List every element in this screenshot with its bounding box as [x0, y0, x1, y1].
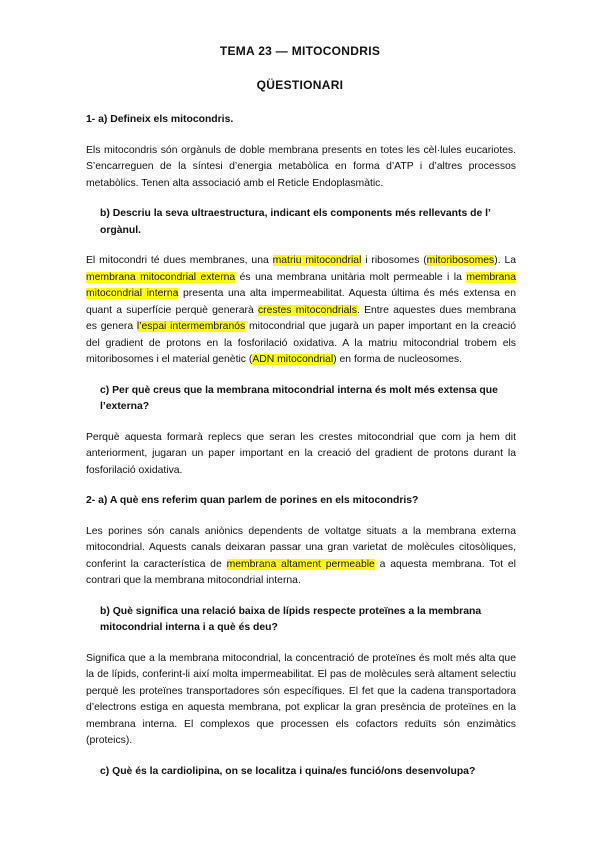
answer-2b: Significa que a la membrana mitocondrial, la concentració de proteïnes és molt més alta que la de lípids, conferint-li així molta impermeabilitat. El pas de molècules serà altament selectiu perquè les proteïnes transportadores són específiques. El fet que la cadena transportadora d’electrons estiga en aquesta membrana, pot explicar la gran presència de proteïnes en la membrana interna. El complexos que processen els cofactors reduïts són enzimàtics (proteics). [86, 652, 516, 746]
highlight: crestes mitocondrials [257, 304, 357, 316]
document-body [86, 112, 516, 780]
question-1b: b) Descriu la seva ultraestructura, indicant els components més rellevants de l’ orgànul. [100, 208, 491, 236]
question-2b: b) Què significa una relació baixa de lípids respecte proteïnes a la membrana mitocondrial interna i a què és deu? [100, 605, 482, 633]
question-1c: c) Per què creus que la membrana mitocondrial interna és molt més extensa que l’externa? [100, 384, 498, 412]
answer-1a: Els mitocondris són orgànuls de doble membrana presents en totes les cèl·lules eucariotes. S’encarreguen de la síntesi d’energia metabòlica en forma d’ATP i d’altres processos metabòlics. Tenen alta associació amb el Reticle Endoplasmàtic. [86, 144, 516, 189]
highlight: matriu mitocondrial [272, 255, 362, 266]
highlight: ADN mitocondrial [252, 354, 334, 365]
document-title: TEMA 23 — MITOCONDRIS [219, 44, 381, 58]
question-2a: 2- a) A què ens referim quan parlem de porines en els mitocondris? [86, 495, 419, 506]
document-subtitle: QÜESTIONARI [256, 78, 344, 92]
highlight: membrana mitocondrial externa [86, 271, 236, 283]
highlight: membrana altament permeable [226, 558, 375, 570]
answer-1b: El mitocondri té dues membranes, una matriu mitocondrial i ribosomes (mitoribosomes). La membrana mitocondrial externa és una membrana unitària molt permeable i la membrana mitocondrial interna presenta una alta impermeabilitat. Aquesta última és més extensa en quant a superfície perquè generarà crestes mitocondrials. Entre aquestes dues membrana es genera l’espai intermembranós mitocondrial que jugarà un paper important en la creació del gradient de protons en la fosforilació oxidativa. A la matriu mitocondrial trobem els mitoribosomes i el material genètic (ADN mitocondrial) en forma de nucleosomes. [86, 255, 517, 365]
answer-2a: Les porines són canals aniònics dependents de voltatge situats a la membrana externa mitocondrial. Aquests canals deixaran passar una gran varietat de molècules citosòliques, conferint la característica de membrana altament permeable a aquesta membrana. Tot el contrari que la membrana mitocondrial interna. [86, 525, 516, 586]
question-1a: 1- a) Defineix els mitocondris. [86, 114, 234, 125]
answer-1c: Perquè aquesta formarà replecs que seran les crestes mitocondrial que com ja hem dit anteriorment, jugaran un paper important en la creació del gradient de protons durant la fosforilació oxidativa. [86, 431, 516, 476]
highlight: membrana mitocondrial interna [86, 271, 516, 299]
highlight: mitoribosomes [426, 255, 495, 266]
highlight: l’espai intermembranós [136, 321, 246, 332]
question-2c: c) Què és la cardiolipina, on se localitza i quina/es funció/ons desenvolupa? [100, 765, 476, 777]
